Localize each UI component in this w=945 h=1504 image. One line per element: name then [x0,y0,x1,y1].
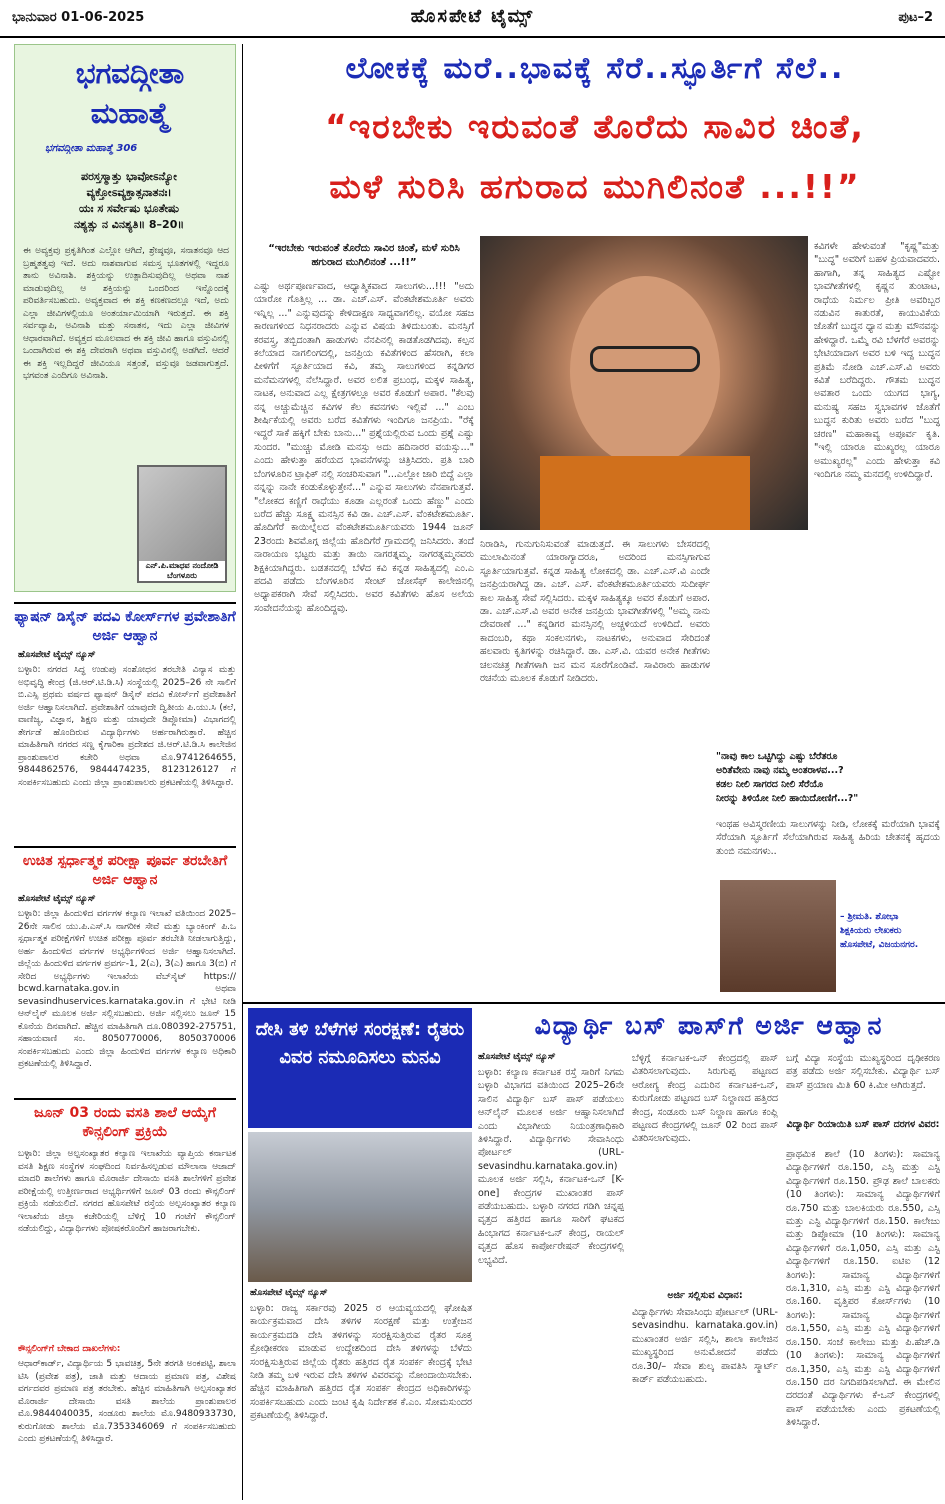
writer-credit [840,910,940,952]
page-header [0,0,945,38]
desi-body: ಬಳ್ಳಾರಿ: ರಾಜ್ಯ ಸರ್ಕಾರವು 2025 ರ ಆಯವ್ಯಯದಲ್ಲಿ ಘೋಷಿತ ಕಾರ್ಯಕ್ರಮವಾದ ದೇಸಿ ತಳಿಗಳ ಸಂರಕ್ಷಣೆ ಮತ್ತು ಉತ್ತೇಜನ ಕಾರ್ಯಕ್ರಮದಡಿ ದೇಸಿ ತಳಿಗಳನ್ನು ಸಂರಕ್ಷಿಸುತ್ತಿರುವ ರೈತರ ಸೂಕ್ತ ಕ್ರೋಢೀಕರಣ ಮಾಡುವ ಉದ್ದೇಶದಿಂದ ದೇಸಿ ತಳಿಗಳನ್ನು ಬೆಳೆದು ಸಂರಕ್ಷಿಸುತ್ತಿರುವ ಜಿಲ್ಲೆಯ ರೈತರು ಹತ್ತಿರದ ರೈತ ಸಂಪರ್ಕ ಕೇಂದ್ರಕ್ಕೆ ಭೇಟಿ ನೀಡಿ ತಮ್ಮ ಬಳಿ ಇರುವ ದೇಸಿ ತಳಿಗಳ ವಿವರವನ್ನು ನೋಂದಾಯಿಸಬೇಕು. ಹೆಚ್ಚಿನ ಮಾಹಿತಿಗಾಗಿ ಹತ್ತಿರದ ರೈತ ಸಂಪರ್ಕ ಕೇಂದ್ರದ ಅಧಿಕಾರಿಗಳನ್ನು ಸಂಪರ್ಕಿಸಬಹುದು ಎಂದು ಜಂಟಿ ಕೃಷಿ ನಿರ್ದೇಶಕ ಕೆ.ಎಂ. ಸೋಮಸುಂದರ ಪ್ರಕಟಣೆಯಲ್ಲಿ ತಿಳಿಸಿದ್ದಾರೆ. [250,1303,472,1422]
poet-photo-shirt [540,456,750,530]
shloka-line: ಯಃ ಸ ಸರ್ವೇಷು ಭೂತೇಷು [79,202,179,215]
feature-headline-line2: “ಇರಬೇಕು ಇರುವಂತೆ ತೊರೆದು ಸಾವಿರ ಚಿಂತೆ, [325,107,865,146]
hostel-body: ಬಳ್ಳಾರಿ: ಜಿಲ್ಲಾ ಅಲ್ಪಸಂಖ್ಯಾತರ ಕಲ್ಯಾಣ ಇಲಾಖೆಯ ವ್ಯಾಪ್ತಿಯ ಕರ್ನಾಟಕ ವಸತಿ ಶಿಕ್ಷಣ ಸಂಸ್ಥೆಗಳ ಸಂಘದಿಂದ ನಿರ್ವಹಿಸಲ್ಪಡುವ ಮೌಲಾನಾ ಆಜಾದ್ ಮಾದರಿ ಶಾಲೆಗಳು ಹಾಗೂ ಮೊರಾರ್ಜಿ ದೇಸಾಯಿ ವಸತಿ ಶಾಲೆಗಳಿಗೆ ಪ್ರವೇಶ ಪರೀಕ್ಷೆಯಲ್ಲಿ ಉತ್ತೀರ್ಣರಾದ ಅಭ್ಯರ್ಥಿಗಳಿಗೆ ಜೂನ್ 03 ರಂದು ಕೌನ್ಸಲಿಂಗ್ ಪ್ರಕ್ರಿಯೆ ನಡೆಯಲಿದೆ. ನಗರದ ಹೊಸಪೇಟೆ ರಸ್ತೆಯ ಅಲ್ಪಸಂಖ್ಯಾತರ ಕಲ್ಯಾಣ ಇಲಾಖೆಯ ಜಿಲ್ಲಾ ಕಚೇರಿಯಲ್ಲಿ ಬೆಳಿಗ್ಗೆ 10 ಗಂಟೆಗೆ ಕೌನ್ಸಲಿಂಗ್ ನಡೆಯಲಿದ್ದು, ವಿದ್ಯಾರ್ಥಿಗಳು ಪೋಷಕರೊಂದಿಗೆ ಹಾಜರಾಗಬೇಕು. [18,1149,236,1234]
gita-number: ಭಗವದ್ಗೀತಾ ಮಹಾತ್ಮೆ 306 [45,143,138,154]
hostel-docs: ಆಧಾರ್‌ಕಾರ್ಡ್, ವಿದ್ಯಾರ್ಥಿಯ 5 ಭಾವಚಿತ್ರ, 5ನೇ ತರಗತಿ ಅಂಕಪಟ್ಟಿ, ಶಾಲಾ ಟಿಸಿ (ಪ್ರವೇಶ ಪತ್ರ), ಜಾತಿ ಮತ್ತು ಆದಾಯ ಪ್ರಮಾಣ ಪತ್ರ, ವಿಶೇಷ ವರ್ಗದವರ ಪ್ರಮಾಣ ಪತ್ರ ತರಬೇಕು. ಹೆಚ್ಚಿನ ಮಾಹಿತಿಗಾಗಿ ಅಲ್ಪಸಂಖ್ಯಾತರ ಮೊರಾರ್ಜಿ ದೇಸಾಯಿ ವಸತಿ ಶಾಲೆಯ ಪ್ರಾಂಶುಪಾಲರ ಮೊ.9844040035, ಸಂಡೂರು ಶಾಲೆಯ ಮೊ.9480933730, ಕುರುಗೋಡು ಶಾಲೆಯ ಮೊ.7353346069 ಗೆ ಸಂಪರ್ಕಿಸಬಹುದು ಎಂದು ಪ್ರಕಟಣೆಯಲ್ಲಿ ತಿಳಿಸಿದ್ದಾರೆ. [18,1359,236,1444]
desi-byline: ಹೊಸಪೇಟೆ ಟೈಮ್ಸ್ ನ್ಯೂಸ್ [250,1288,328,1298]
writer-role: ಶಿಕ್ಷಕಿಯರು ಲೇಖಕರು [840,926,902,936]
poem-line: ಕಡಲ ನೀಲಿ ಸಾಗರದ ನೀಲಿ ಸೆರೆಯೊ [716,779,824,790]
feature-col1-body: ಎಷ್ಟು ಅರ್ಥಪೂರ್ಣವಾದ, ಆಧ್ಯಾತ್ಮಿಕವಾದ ಸಾಲುಗಳು...!!! "ಅದು ಯಾರೋ ಗೊತ್ತಿಲ್ಲ ... ಡಾ. ಎಚ್.ಎಸ್. ವೆಂಕಟೇಶಮೂರ್ತಿ ಅವರು ಇನ್ನಿಲ್ಲ ..." ಎನ್ನುವುದನ್ನು ಕೇಳಿದಾಕ್ಷಣ ಸಾಧ್ಯವಾಗಲಿಲ್ಲ. ವಯೋ ಸಹಜ ಕಾರಣಗಳಿಂದ ನಿಧನರಾದರು ಎನ್ನುವ ವಿಷಯ ತಿಳಿದುಬಂತು. ಮನಸ್ಸಿಗೆ ಕರವಸ್ತ್ರ, ತಬ್ಬಿದಂತಾಗಿ ಹಾಡುಗಳು ನೆನಪಿನಲ್ಲಿ ಕಾಡತೊಡಗಿದವು. ಕಲ್ಪನ ಕಲೆಯಾದ ನಾಗಲಿಂಗದಲ್ಲಿ, ಜನಪ್ರಿಯ ಕವಿತೆಗಳಿಂದ ಹೆಸರಾಗಿ, ಕಲಾ ಪೀಳಿಗೆಗೆ ಸ್ಫೂರ್ತಿಯಾದ ಕವಿ, ತಮ್ಮ ಸಾಲುಗಳಿಂದ ಕನ್ನಡಿಗರ ಮನೆಮನಗಳಲ್ಲಿ ನೆಲೆಸಿದ್ದಾರೆ. ಅವರ ಲಲಿತ ಪ್ರಬಂಧ, ಮಕ್ಕಳ ಸಾಹಿತ್ಯ, ನಾಟಕ, ಅನುವಾದ ಎಲ್ಲ ಕ್ಷೇತ್ರಗಳಲ್ಲೂ ಅವರ ಕೊಡುಗೆ ಅಪಾರ. "ಕೆಲವು ನನ್ನ ಅಚ್ಚುಮೆಚ್ಚಿನ ಕವಿಗಳ ಕೆಲ ಕವನಗಳು ಇಲ್ಲಿವೆ ..." ಎಂಬ ಶೀರ್ಷಿಕೆಯಲ್ಲಿ ಅವರು ಬರೆದ ಕವಿತೆಗಳು ಇಂದಿಗೂ ಜನಪ್ರಿಯ. "ರೆಕ್ಕೆ ಇದ್ದರೆ ಸಾಕೆ ಹಕ್ಕಿಗೆ ಬೇಕು ಬಾನು..." ಪ್ರಶ್ನೆಯಲ್ಲಿರುವ ಒಂದು ಪ್ರಶ್ನೆ ಎಷ್ಟು ಸುಂದರ. "ಮುಚ್ಚು ಮೋಡಿ ಮನಸ್ಸು ಅದು ಹದಿನಾರರ ವಯಸ್ಸು..." ಎಂದು ಹೇಳುತ್ತಾ ಹರೆಯದ ಭಾವನೆಗಳನ್ನು ಚಿತ್ರಿಸಿದರು. ಪ್ರತಿ ಬಾರಿ ಬೆಂಗಳೂರಿನ ಟ್ರಾಫಿಕ್ ನಲ್ಲಿ ಸಂಚರಿಸುವಾಗ "...ಎಲ್ಲೋ ಜಾರಿ ಬಿದ್ದೆ ಎಲ್ಲಾ ನನ್ನನ್ನು ನಾನೇ ಕಂಡುಕೊಳ್ಳುತ್ತೇನೆ..." ಎನ್ನುವ ಸಾಲುಗಳು ನೆನಪಾಗುತ್ತವೆ. "ಲೋಕದ ಕಣ್ಣಿಗೆ ರಾಧೆಯು ಕೂಡಾ ಎಲ್ಲರಂತೆ ಒಂದು ಹೆಣ್ಣು" ಎಂದು ಬರೆದ ಹೆಚ್ಚು ಸೂಕ್ಷ್ಮ ಮನಸ್ಸಿನ ಕವಿ ಡಾ. ಎಚ್.ಎಸ್. ವೆಂಕಟೇಶಮೂರ್ತಿ. ಹೊದಿಗೆರೆ ಕಾಯಿಲ್ನೆಲದ ವೆಂಕಟೇಶಮೂರ್ತಿಯವರು 1944 ಜೂನ್ 23ರಂದು ಶಿವಮೊಗ್ಗ ಜಿಲ್ಲೆಯ ಹೊದಿಗೆರೆ ಗ್ರಾಮದಲ್ಲಿ ಜನಿಸಿದರು. ತಂದೆ ನಾರಾಯಣ ಭಟ್ಟರು ಮತ್ತು ತಾಯಿ ನಾಗರತ್ನಮ್ಮ. ನಾಗರತ್ನಮ್ಮನವರು ಶಿಕ್ಷಕಿಯಾಗಿದ್ದರು. ಬಡತನದಲ್ಲಿ ಬೆಳೆದ ಕವಿ ಕನ್ನಡ ಸಾಹಿತ್ಯದಲ್ಲಿ ಎಂ.ಎ ಪದವಿ ಪಡೆದು ಬೆಂಗಳೂರಿನ ಸೇಂಟ್ ಜೋಸೆಫ್ ಕಾಲೇಜಿನಲ್ಲಿ ಅಧ್ಯಾಪಕರಾಗಿ ಸೇವೆ ಸಲ್ಲಿಸಿದರು. ಅವರ ಕವಿತೆಗಳು ಹೊಸ ಅಲೆಯ ಸಂವೇದನೆಯನ್ನು ಹೊಂದಿದ್ದವು. [254,281,474,614]
feature-poem [716,750,940,806]
desi-article [248,1008,472,1498]
coaching-byline: ಹೊಸಪೇಟೆ ಟೈಮ್ಸ್ ನ್ಯೂಸ್ [18,894,96,904]
poem-line: ಅರಿತೆವೇನು ನಾವು ನಮ್ಮ ಅಂತರಾಳವ...? [716,765,844,776]
shloka-line: ಪರಸ್ತಸ್ಮಾತ್ತು ಭಾವೋಽನ್ಯೋ [81,170,177,183]
section-divider [242,1002,945,1004]
bus-byline: ಹೊಸಪೇಟೆ ಟೈಮ್ಸ್ ನ್ಯೂಸ್ [478,1052,556,1062]
feature-quote: “ಇರಬೇಕು ಇರುವಂತೆ ತೊರೆದು ಸಾವಿರ ಚಿಂತೆ, ಮಳೆ ಸುರಿಸಿ ಹಗುರಾದ ಮುಗಿಲಿನಂತೆ ...!!” [268,243,460,268]
fashion-headline: ಫ್ಯಾಷನ್ ಡಿಸೈನ್ ಪದವಿ ಕೋರ್ಸ್‌ಗಳ ಪ್ರವೇಶಾತಿಗೆ ಅರ್ಜಿ ಆಹ್ವಾನ [14,609,236,644]
bus-col1: ಬಳ್ಳಾರಿ: ಕಲ್ಯಾಣ ಕರ್ನಾಟಕ ರಸ್ತೆ ಸಾರಿಗೆ ನಿಗಮ ಬಳ್ಳಾರಿ ವಿಭಾಗದ ವತಿಯಿಂದ 2025–26ನೇ ಸಾಲಿನ ವಿದ್ಯಾರ್ಥಿ ಬಸ್ ಪಾಸ್ ಪಡೆಯಲು ಆನ್‌ಲೈನ್ ಮೂಲಕ ಅರ್ಜಿ ಆಹ್ವಾನಿಸಲಾಗಿದೆ ಎಂದು ವಿಭಾಗೀಯ ನಿಯಂತ್ರಣಾಧಿಕಾರಿ ತಿಳಿಸಿದ್ದಾರೆ. ವಿದ್ಯಾರ್ಥಿಗಳು ಸೇವಾಸಿಂಧು ಪೋರ್ಟಲ್ (URL-sevasindhu.karnataka.gov.in) ಮೂಲಕ ಅರ್ಜಿ ಸಲ್ಲಿಸಿ, ಕರ್ನಾಟಕ-ಒನ್ [K-one] ಕೇಂದ್ರಗಳ ಮುಖಾಂತರ ಪಾಸ್ ಪಡೆಯಬಹುದು. ಬಳ್ಳಾರಿ ನಗರದ ಗಡಿಗಿ ಚನ್ನಪ್ಪ ವೃತ್ತದ ಹತ್ತಿರದ ಹಾಗೂ ಸಾರಿಗೆ ಘಟಕದ ಹಿಂಭಾಗದ ಕರ್ನಾಟಕ-ಒನ್ ಕೇಂದ್ರ, ರಾಯಲ್ ವೃತ್ತದ ಹೊಸ ಕಾರ್ಪೋರೇಷನ್ ಕೇಂದ್ರಗಳಲ್ಲಿ ಲಭ್ಯವಿದೆ. [478,1067,624,1266]
shloka [29,169,229,233]
gita-title: ಭಗವದ್ಗೀತಾ ಮಹಾತ್ಮೆ [75,56,185,130]
page-number: ಪುಟ–2 [898,10,933,25]
column-divider [242,44,243,1500]
feature-closing: ಇಂಥಹ ಅವಿಸ್ಮರಣೀಯ ಸಾಲುಗಳನ್ನು ನೀಡಿ, ಲೋಕಕ್ಕೆ ಮರೆಯಾಗಿ ಭಾವಕ್ಕೆ ಸೆರೆಯಾಗಿ ಸ್ಫೂರ್ತಿಗೆ ಸೆಲೆಯಾಗಿರುವ ಸಾಹಿತ್ಯ ಹಿರಿಯ ಚೇತನಕ್ಕೆ ಹೃದಯ ತುಂಬಿ ನಮನಗಳು.. [716,819,940,857]
author-photo [137,465,227,583]
gita-body: ಈ ಅವ್ಯಕ್ತವು ಪ್ರಕೃತಿಗಿಂತ ಎಲ್ಲೋ ಆಗಿದೆ, ಶ್ರೇಷ್ಠವೂ, ಸನಾತನವೂ ಆದ ಬ್ರಹ್ಮತತ್ವವು ಇದೆ. ಅದು ನಾಶವಾಗುವ ಸಮಸ್ತ ಭೂತಗಳಲ್ಲಿ ಇದ್ದರೂ ತಾನು ಅವಿನಾಶಿ. ಶಕ್ತಿಯನ್ನು ಉತ್ಪಾದಿಸುವುದಿಲ್ಲ ಅಥವಾ ನಾಶ ಮಾಡುವುದಿಲ್ಲ ಆ ಶಕ್ತಿಯನ್ನು ಒಂದರಿಂದ ಇನ್ನೊಂದಕ್ಕೆ ಪರಿವರ್ತಿಸಬಹುದು. ಅವ್ಯಕ್ತವಾದ ಈ ಶಕ್ತಿ ಕಣಕಣದಲ್ಲೂ ಇದೆ, ಅದು ಎಲ್ಲಾ ಜೀವಿಗಳಲ್ಲಿಯೂ ಅಂತರ್ಯಾಮಿಯಾಗಿ ಇರುತ್ತದೆ. ಈ ಶಕ್ತಿ ಸರ್ವವ್ಯಾಪಿ, ಅವಿನಾಶಿ ಮತ್ತು ಸನಾತನ, ಇದು ಎಲ್ಲಾ ಜೀವಿಗಳ ಆಧಾರವಾಗಿದೆ. ಅವ್ಯಕ್ತದ ಮೂಲವಾದ ಈ ಶಕ್ತಿ ಜೀವಿ ಹಾಗೂ ವಸ್ತುವಿನಲ್ಲಿ ಒಂದಾಗಿರುವ ಈ ಶಕ್ತಿ ದೇವರಾಗಿ ಅಥವಾ ವಸ್ತುವಿನಲ್ಲಿ ಅಡಗಿದೆ. ಆದರೆ ಈ ಶಕ್ತಿ ಇಲ್ಲದಿದ್ದರೆ ಜೀವಿಯೂ ಸತ್ತಂತೆ, ವಸ್ತುವೂ ಜಡವಾಗುತ್ತದೆ. ಭಗವಂತ ಎಂದಿಗೂ ಅವಿನಾಶಿ. [23,246,229,381]
author-photo-caption: ಎನ್.ಪಿ.ಮಾಧವ ನಂದೋಡಿ ಬೆಂಗಳೂರು [139,561,225,581]
issue-date: ಭಾನುವಾರ 01-06-2025 [12,10,145,25]
fashion-article [14,602,236,842]
hostel-docs-title: ಕೌನ್ಸಲಿಂಗ್‌ಗೆ ಬೇಕಾದ ದಾಖಲೆಗಳು: [18,1344,121,1354]
fashion-body: ಬಳ್ಳಾರಿ: ನಗರದ ಸಿದ್ಧ ಉಡುಪು ಸಂಶೋಧನ ತರಬೇತಿ ವಿನ್ಯಾಸ ಮತ್ತು ಅಭಿವೃದ್ಧಿ ಕೇಂದ್ರ (ಜಿ.ಆರ್.ಟಿ.ಡಿ.ಸಿ) ಸಂಸ್ಥೆಯಲ್ಲಿ 2025–26 ನೇ ಸಾಲಿಗೆ ಬಿ.ಎಸ್ಸಿ ಪ್ರಥಮ ವರ್ಷದ ಫ್ಯಾಷನ್ ಡಿಸೈನ್ ಪದವಿ ಕೋರ್ಸ್‌ಗೆ ಪ್ರವೇಶಾತಿಗೆ ಅರ್ಜಿ ಆಹ್ವಾನಿಸಲಾಗಿದೆ. ಪ್ರವೇಶಾತಿಗೆ ಯಾವುದೇ ದ್ವಿತೀಯ ಪಿ.ಯು.ಸಿ (ಕಲೆ, ವಾಣಿಜ್ಯ, ವಿಜ್ಞಾನ, ಶಿಕ್ಷಣ ಮತ್ತು ಯಾವುದೇ ಡಿಪ್ಲೋಮಾ) ವಿಭಾಗದಲ್ಲಿ ತೇರ್ಗಡೆ ಹೊಂದಿರುವ ವಿದ್ಯಾರ್ಥಿಗಳು ಅರ್ಹರಾಗಿರುತ್ತಾರೆ. ಹೆಚ್ಚಿನ ಮಾಹಿತಿಗಾಗಿ ನಗರದ ಸಣ್ಣ ಕೈಗಾರಿಕಾ ಪ್ರದೇಶದ ಜಿ.ಆರ್.ಟಿ.ಡಿ.ಸಿ ಕಾಲೇಜಿನ ಪ್ರಾಂಶುಪಾಲರ ಕಚೇರಿ ಅಥವಾ ಮೊ.9741264655, 9844862576, 9844474235, 8123126127 ಗೆ ಸಂಪರ್ಕಿಸಬಹುದು ಎಂದು ಜಿಲ್ಲಾ ಪ್ರಾಂಶುಪಾಲರು ಪ್ರಕಟಣೆಯಲ್ಲಿ ತಿಳಿಸಿದ್ದಾರೆ. [18,665,236,788]
desi-photo [248,1132,472,1282]
coaching-body: ಬಳ್ಳಾರಿ: ಜಿಲ್ಲಾ ಹಿಂದುಳಿದ ವರ್ಗಗಳ ಕಲ್ಯಾಣ ಇಲಾಖೆ ವತಿಯಿಂದ 2025–26ನೇ ಸಾಲಿನ ಯು.ಪಿ.ಎಸ್.ಸಿ ನಾಗರೀಕ ಸೇವೆ ಮತ್ತು ಬ್ಯಾಂಕಿಂಗ್ ಪಿ.ಒ ಸ್ಪರ್ಧಾತ್ಮಕ ಪರೀಕ್ಷೆಗಳಿಗೆ ಉಚಿತ ಪರೀಕ್ಷಾ ಪೂರ್ವ ತರಬೇತಿ ನೀಡಲಾಗುತ್ತಿದ್ದು, ಅರ್ಹ ಹಿಂದುಳಿದ ವರ್ಗಗಳ ಅಭ್ಯರ್ಥಿಗಳಿಂದ ಅರ್ಜಿ ಆಹ್ವಾನಿಸಲಾಗಿದೆ. ಜಿಲ್ಲೆಯ ಹಿಂದುಳಿದ ವರ್ಗಗಳ ಪ್ರವರ್ಗ-1, 2(ಎ), 3(ಎ) ಹಾಗೂ 3(ಬಿ) ಗೆ ಸೇರಿದ ಅಭ್ಯರ್ಥಿಗಳು ಇಲಾಖೆಯ ವೆಬ್‌ಸೈಟ್ https:// bcwd.karnataka.gov.in ಅಥವಾ sevasindhuservices.karnataka.gov.in ಗೆ ಭೇಟಿ ನೀಡಿ ಆನ್‌ಲೈನ್ ಮೂಲಕ ಅರ್ಜಿ ಸಲ್ಲಿಸಬಹುದು. ಅರ್ಜಿ ಸಲ್ಲಿಸಲು ಜೂನ್ 15 ಕೊನೆಯ ದಿನವಾಗಿದೆ. ಹೆಚ್ಚಿನ ಮಾಹಿತಿಗಾಗಿ ದೂ.080392-275751, ಸಹಾಯವಾಣಿ ಸಂ. 8050770006, 8050370006 ಸಂಪರ್ಕಿಸಬಹುದು ಎಂದು ಜಿಲ್ಲಾ ಹಿಂದುಳಿದ ವರ್ಗಗಳ ಕಲ್ಯಾಣ ಅಧಿಕಾರಿ ಪ್ರಕಟಣೆಯಲ್ಲಿ ತಿಳಿಸಿದ್ದಾರೆ. [18,909,236,1069]
poet-photo [480,236,808,530]
bus-col3: ಬಗ್ಗೆ ವಿದ್ಯಾ ಸಂಸ್ಥೆಯ ಮುಖ್ಯಸ್ಥರಿಂದ ದೃಢೀಕರಣ ಪತ್ರ ಪಡೆದು ಅರ್ಜಿ ಸಲ್ಲಿಸಬೇಕು. ವಿದ್ಯಾರ್ಥಿ ಬಸ್ ಪಾಸ್ ಪ್ರಯಾಣ ಮಿತಿ 60 ಕಿ.ಮೀ ಆಗಿರುತ್ತದೆ. [786,1053,940,1091]
shloka-line: ನಶ್ಯತ್ಸು ನ ವಿನಶ್ಯತಿ॥ 8–20॥ [73,218,185,231]
shloka-line: ವ್ಯಕ್ತೋಽವ್ಯಕ್ತಾತ್ಸನಾತನಃ। [86,186,172,199]
poem-line: ನೀರನ್ನು ತಿಳಿಯೋ ನೀಲಿ ಹಾಯಿದೋಣಿಗೆ...?" [716,793,859,804]
bus-col2b: ವಿದ್ಯಾರ್ಥಿಗಳು ಸೇವಾಸಿಂಧು ಪೋರ್ಟಲ್ (URL-sevasindhu. karnataka.gov.in) ಮುಖಾಂತರ ಅರ್ಜಿ ಸಲ್ಲಿಸಿ, ಶಾಲಾ ಕಾಲೇಜಿನ ಮುಖ್ಯಸ್ಥರಿಂದ ಅನುಮೋದನೆ ಪಡೆದು ರೂ.30/– ಸೇವಾ ಶುಲ್ಕ ಪಾವತಿಸಿ ಸ್ಮಾರ್ಟ್ ಕಾರ್ಡ್ ಪಡೆಯಬಹುದು. [632,1307,778,1386]
poem-line: "ನಾವು ಕಾಲ ಒಟ್ಟಿಗಿದ್ದು ಎಷ್ಟು ಬೆರೆತರೂ [716,751,838,762]
feature-col2-body: ನಿರಾಡಿಸಿ, ಗುನುಗುನಿಸುವಂತೆ ಮಾಡುತ್ತದೆ. ಈ ಸಾಲುಗಳು ಬೇಸರದಲ್ಲಿ ಮುಲಾಮಿನಂತೆ ಯಾರಾಗ್ಯಾದರೂ, ಅದರಿಂದ ಮನಸ್ಸಿಗಾಗುವ ಸ್ಫೂರ್ತಿಯಾಗುತ್ತವೆ. ಕನ್ನಡ ಸಾಹಿತ್ಯ ಲೋಕದಲ್ಲಿ ಡಾ. ಎಚ್.ಎಸ್.ವಿ ಎಂದೇ ಜನಪ್ರಿಯರಾಗಿದ್ದ ಡಾ. ಎಚ್. ಎಸ್. ವೆಂಕಟೇಶಮೂರ್ತಿಯವರು ಸುದೀರ್ಘ ಕಾಲ ಸಾಹಿತ್ಯ ಸೇವೆ ಸಲ್ಲಿಸಿದರು. ಮಕ್ಕಳ ಸಾಹಿತ್ಯಕ್ಕೂ ಅವರ ಕೊಡುಗೆ ಅಪಾರ. ಡಾ. ಎಚ್.ಎಸ್.ವಿ ಅವರ ಅನೇಕ ಜನಪ್ರಿಯ ಭಾವಗೀತೆಗಳಲ್ಲಿ "ಅಮ್ಮ ನಾನು ದೇವರಾಣೆ ..." ಕನ್ನಡಿಗರ ಮನಸ್ಸಿನಲ್ಲಿ ಅಚ್ಚಳಿಯದೆ ಉಳಿದಿದೆ. ಅವರು ಕಾದಂಬರಿ, ಕಥಾ ಸಂಕಲನಗಳು, ನಾಟಕಗಳು, ಅನುವಾದ ಸೇರಿದಂತೆ ಹಲವಾರು ಕೃತಿಗಳನ್ನು ರಚಿಸಿದ್ದಾರೆ. ಡಾ. ಎಸ್.ವಿ. ಯವರ ಅನೇಕ ಗೀತೆಗಳು ಚಲನಚಿತ್ರ ಗೀತೆಗಳಾಗಿ ಜನ ಮನ ಸೂರೆಗೊಂಡಿವೆ. ಸಾವಿರಾರು ಹಾಡುಗಳ ರಚನೆಯ ಮೂಲಕ ಕೊಡುಗೆ ನೀಡಿದರು. [480,539,710,685]
masthead-title: ಹೊಸಪೇಟೆ ಟೈಮ್ಸ್ [410,6,535,27]
writer-place: ಹೊಸಪೇಟೆ, ವಿಜಯನಗರ. [840,940,919,950]
hostel-article [14,1098,236,1498]
gita-box [14,44,236,592]
writer-name: – ಶ್ರೀಮತಿ. ಶೋಭಾ [840,912,899,922]
feature-col3-body: ಕವಿಗಳೇ ಹೇಳುವಂತೆ "ಕೃಷ್ಣ"ಮತ್ತು "ಬುದ್ಧ" ಅವರಿಗೆ ಬಹಳ ಪ್ರಿಯವಾದವರು. ಹಾಗಾಗಿ, ತನ್ನ ಸಾಹಿತ್ಯದ ಎಷ್ಟೋ ಭಾವಗೀತೆಗಳಲ್ಲಿ ಕೃಷ್ಣನ ತುಂಟಾಟ, ರಾಧೆಯ ನಿರ್ಮಲ ಪ್ರೀತಿ ಅವರಿಬ್ಬರ ನಡುವಿನ ಕಾತುರತೆ, ಕಾಯುವಿಕೆಯ ಜೊತೆಗೆ ಬುದ್ಧನ ಧ್ಯಾನ ಮತ್ತು ಮೌನವನ್ನು ಹೇಳಿದ್ದಾರೆ. ಒಮ್ಮೆ ರವಿ ಬೆಳಗೆರೆ ಅವರನ್ನು ಭೇಟಿಯಾದಾಗ ಅವರ ಬಳಿ ಇದ್ದ ಬುದ್ಧನ ಪ್ರತಿಮೆ ನೋಡಿ ಎಚ್.ಎಸ್.ವಿ ಅವರು ಕವಿತೆ ಬರೆದಿದ್ದರು. ಗೌತಮ ಬುದ್ಧನ ಅವತಾರ ಒಂದು ಯುಗದ ಭಾಗ್ಯ, ಮನುಷ್ಯ ಸಹಜ ಸ್ವಭಾವಗಳ ಜೊತೆಗೆ ಬುದ್ಧನ ಕುರಿತು ಅವರು ಬರೆದ "ಬುದ್ಧ ಚರಣ" ಮಹಾಕಾವ್ಯ ಅಪೂರ್ವ ಕೃತಿ. "ಇಲ್ಲಿ ಯಾರೂ ಮುಖ್ಯರಲ್ಲ ಯಾರೂ ಅಮುಖ್ಯರಲ್ಲ" ಎಂದು ಹೇಳುತ್ತಾ ಕವಿ ಇಂದಿಗೂ ನಮ್ಮ ಮನದಲ್ಲಿ ಉಳಿದಿದ್ದಾರೆ. [814,241,940,480]
coaching-article [14,846,236,1094]
coaching-headline: ಉಚಿತ ಸ್ಪರ್ಧಾತ್ಮಕ ಪರೀಕ್ಷಾ ಪೂರ್ವ ತರಬೇತಿಗೆ ಅರ್ಜಿ ಆಹ್ವಾನ [22,853,228,888]
poet-photo-glasses [590,346,700,372]
hostel-headline: ಜೂನ್ 03 ರಂದು ವಸತಿ ಶಾಲೆ ಆಯ್ಕೆಗೆ ಕೌನ್ಸಲಿಂಗ್ ಪ್ರಕ್ರಿಯೆ [34,1105,216,1140]
feature-col-1 [250,236,474,996]
bus-headline: ವಿದ್ಯಾರ್ಥಿ ಬಸ್ ಪಾಸ್‌ಗೆ ಅರ್ಜಿ ಆಹ್ವಾನ [534,1011,884,1040]
feature-headline-line3: ಮಳೆ ಸುರಿಸಿ ಹಗುರಾದ ಮುಗಿಲಿನಂತೆ ...!!” [329,167,861,206]
feature-headline [250,44,940,228]
feature-headline-line1: ಲೋಕಕ್ಕೆ ಮರೆ..ಭಾವಕ್ಕೆ ಸೆರೆ..ಸ್ಫೂರ್ತಿಗೆ ಸೆಲೆ.. [345,51,845,86]
desi-headline: ದೇಸಿ ತಳಿ ಬೆಳೆಗಳ ಸಂರಕ್ಷಣೆ: ರೈತರು ವಿವರ ನಮೂದಿಸಲು ಮನವಿ [248,1008,472,1128]
bus-article [478,1008,940,1498]
bus-subhead-apply: ಅರ್ಜಿ ಸಲ್ಲಿಸುವ ವಿಧಾನ: [667,1290,743,1301]
writer-photo [720,880,836,992]
bus-subhead-rates: ವಿದ್ಯಾರ್ಥಿ ರಿಯಾಯಿತಿ ಬಸ್ ಪಾಸ್ ದರಗಳ ವಿವರ: [786,1119,940,1130]
bus-col2: ಬೆಳ್ಳಿಗ್ಗೆ ಕರ್ನಾಟಕ-ಒನ್ ಕೇಂದ್ರದಲ್ಲಿ ಪಾಸ್ ವಿತರಿಸಲಾಗುವುದು. ಸಿರುಗುಪ್ಪ ಪಟ್ಟಣದ ಆರೋಗ್ಯ ಕೇಂದ್ರ ಎದುರಿನ ಕರ್ನಾಟಕ-ಒನ್, ಕುರುಗೋಡು ಪಟ್ಟಣದ ಬಸ್ ನಿಲ್ದಾಣದ ಹತ್ತಿರದ ಕೇಂದ್ರ, ಸಂಡೂರು ಬಸ್ ನಿಲ್ದಾಣ ಹಾಗೂ ಕಂಪ್ಲಿ ಪಟ್ಟಣದ ಕೇಂದ್ರಗಳಲ್ಲಿ ಜೂನ್ 02 ರಿಂದ ಪಾಸ್ ವಿತರಿಸಲಾಗುವುದು. [632,1053,778,1145]
fashion-byline: ಹೊಸಪೇಟೆ ಟೈಮ್ಸ್ ನ್ಯೂಸ್ [18,650,96,660]
bus-rates: ಪ್ರಾಥಮಿಕ ಶಾಲೆ (10 ತಿಂಗಳು): ಸಾಮಾನ್ಯ ವಿದ್ಯಾರ್ಥಿಗಳಿಗೆ ರೂ.150, ಎಸ್ಸಿ ಮತ್ತು ಎಸ್ಟಿ ವಿದ್ಯಾರ್ಥಿಗಳಿಗೆ ರೂ.150. ಪ್ರೌಢ ಶಾಲೆ ಬಾಲಕರು (10 ತಿಂಗಳು): ಸಾಮಾನ್ಯ ವಿದ್ಯಾರ್ಥಿಗಳಿಗೆ ರೂ.750 ಮತ್ತು ಬಾಲಕಿಯರು ರೂ.550, ಎಸ್ಸಿ ಮತ್ತು ಎಸ್ಟಿ ವಿದ್ಯಾರ್ಥಿಗಳಿಗೆ ರೂ.150. ಕಾಲೇಜು ಮತ್ತು ಡಿಪ್ಲೋಮಾ (10 ತಿಂಗಳು): ಸಾಮಾನ್ಯ ವಿದ್ಯಾರ್ಥಿಗಳಿಗೆ ರೂ.1,050, ಎಸ್ಸಿ ಮತ್ತು ಎಸ್ಟಿ ವಿದ್ಯಾರ್ಥಿಗಳಿಗೆ ರೂ.150. ಐಟಿಐ (12 ತಿಂಗಳು): ಸಾಮಾನ್ಯ ವಿದ್ಯಾರ್ಥಿಗಳಿಗೆ ರೂ.1,310, ಎಸ್ಸಿ ಮತ್ತು ಎಸ್ಟಿ ವಿದ್ಯಾರ್ಥಿಗಳಿಗೆ ರೂ.160. ವೃತ್ತಿಪರ ಕೋರ್ಸ್‌ಗಳು (10 ತಿಂಗಳು): ಸಾಮಾನ್ಯ ವಿದ್ಯಾರ್ಥಿಗಳಿಗೆ ರೂ.1,550, ಎಸ್ಸಿ ಮತ್ತು ಎಸ್ಟಿ ವಿದ್ಯಾರ್ಥಿಗಳಿಗೆ ರೂ.150. ಸಂಜೆ ಕಾಲೇಜು ಮತ್ತು ಪಿ.ಹೆಚ್.ಡಿ (10 ತಿಂಗಳು): ಸಾಮಾನ್ಯ ವಿದ್ಯಾರ್ಥಿಗಳಿಗೆ ರೂ.1,350, ಎಸ್ಸಿ ಮತ್ತು ಎಸ್ಟಿ ವಿದ್ಯಾರ್ಥಿಗಳಿಗೆ ರೂ.150 ದರ ನಿಗದಿಪಡಿಸಲಾಗಿದೆ. ಈ ಮೇಲಿನ ದರದಂತೆ ವಿದ್ಯಾರ್ಥಿಗಳು ಕೆ-ಒನ್ ಕೇಂದ್ರಗಳಲ್ಲಿ ಪಾಸ್ ಪಡೆಯಬೇಕು ಎಂದು ಪ್ರಕಟಣೆಯಲ್ಲಿ ತಿಳಿಸಿದ್ದಾರೆ. [786,1149,940,1429]
